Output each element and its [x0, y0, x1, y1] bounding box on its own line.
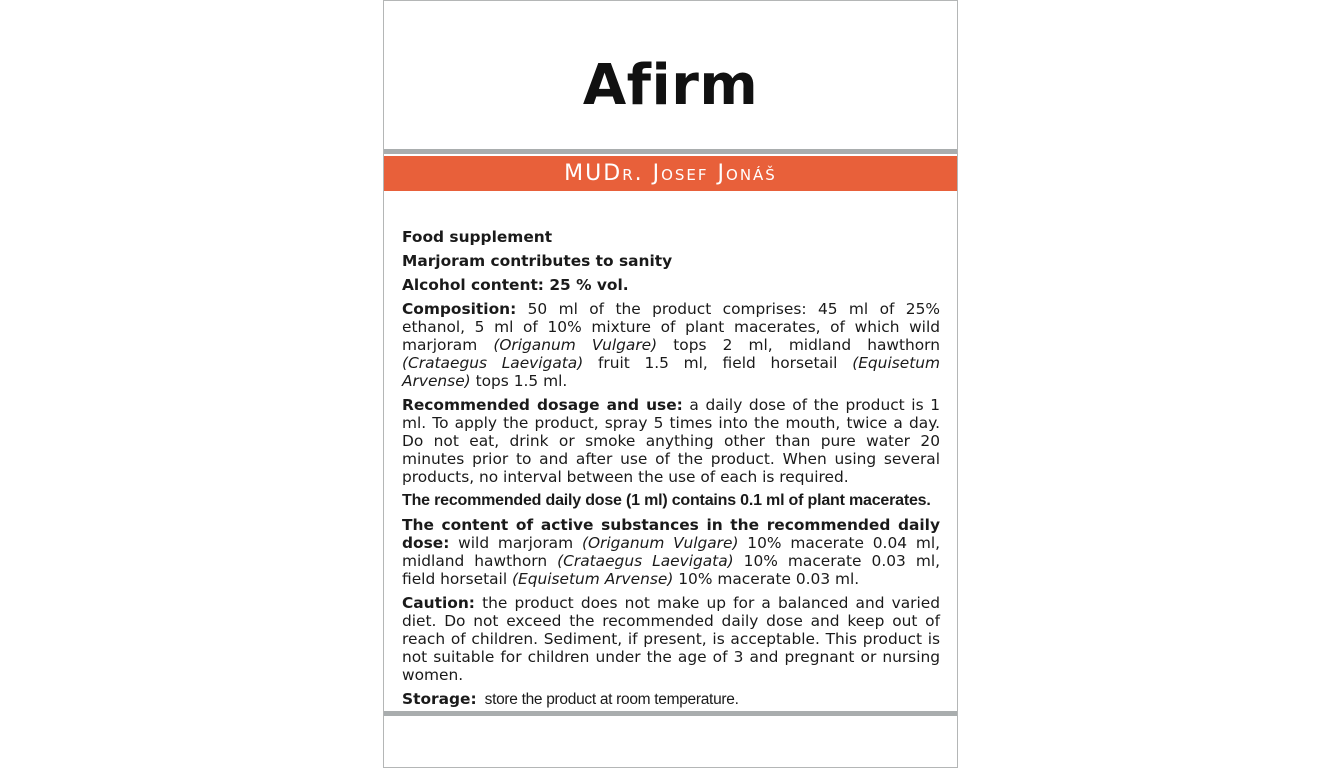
latin-name: (Origanum Vulgare)	[493, 336, 658, 354]
label-text	[402, 228, 940, 715]
active-substances-paragraph	[402, 516, 940, 588]
dosage-text: a daily dose of the product is 1 ml. To apply the product, spray 5 times into the mouth, twice a day. Do not eat, drink or smoke anything other than pure water 20 minutes prior to and after use of the product. When using several products, no interval between the use of each is required.	[402, 396, 940, 486]
product-title: Afirm	[582, 53, 759, 118]
caution-paragraph	[402, 594, 940, 684]
brand-name: MUDr. Josef Jonáš	[564, 161, 777, 186]
active-text: 10% macerate 0.04 ml, midland hawthorn	[402, 534, 941, 570]
composition-label: Composition:	[402, 300, 517, 318]
dosage-paragraph	[402, 396, 940, 486]
latin-name: (Equisetum Arvense)	[402, 354, 940, 390]
composition-paragraph	[402, 300, 940, 390]
composition-text: 50 ml of the product comprises: 45 ml of 25% ethanol, 5 ml of 10% mixture of plant macerates, of which wild marjoram	[402, 300, 940, 354]
dosage-label: Recommended dosage and use:	[402, 396, 683, 414]
storage-text: store the product at room temperature.	[476, 691, 739, 708]
latin-name: (Equisetum Arvense)	[512, 570, 674, 588]
daily-dose-note: The recommended daily dose (1 ml) contains 0.1 ml of plant macerates.	[402, 492, 931, 509]
composition-text: tops 1.5 ml.	[470, 372, 568, 390]
top-divider-bar	[384, 149, 957, 154]
product-type: Food supplement	[402, 228, 553, 246]
alcohol-content: Alcohol content: 25 % vol.	[402, 276, 629, 294]
latin-name: (Origanum Vulgare)	[581, 534, 739, 552]
active-text: 10% macerate 0.03 ml.	[673, 570, 860, 588]
brand-band	[384, 156, 957, 191]
caution-label: Caution:	[402, 594, 475, 612]
product-label	[383, 0, 958, 768]
storage-paragraph	[402, 690, 940, 709]
caution-text: the product does not make up for a balanced and varied diet. Do not exceed the recommended daily dose and keep out of reach of children. Sediment, if present, is acceptable. This product is not suitable for children under the age of 3 and pregnant or nursing women.	[402, 594, 940, 684]
latin-name: (Crataegus Laevigata)	[402, 354, 584, 372]
storage-label: Storage:	[402, 690, 477, 708]
active-text: 10% macerate 0.03 ml, field horsetail	[402, 552, 940, 588]
bottom-divider-bar	[384, 711, 957, 716]
latin-name: (Crataegus Laevigata)	[557, 552, 734, 570]
composition-text: tops 2 ml, midland hawthorn	[657, 336, 940, 354]
active-text: wild marjoram	[449, 534, 582, 552]
health-claim: Marjoram contributes to sanity	[402, 252, 673, 270]
active-label: The content of active substances in the recommended daily dose:	[402, 516, 940, 552]
composition-text: fruit 1.5 ml, field horsetail	[583, 354, 853, 372]
